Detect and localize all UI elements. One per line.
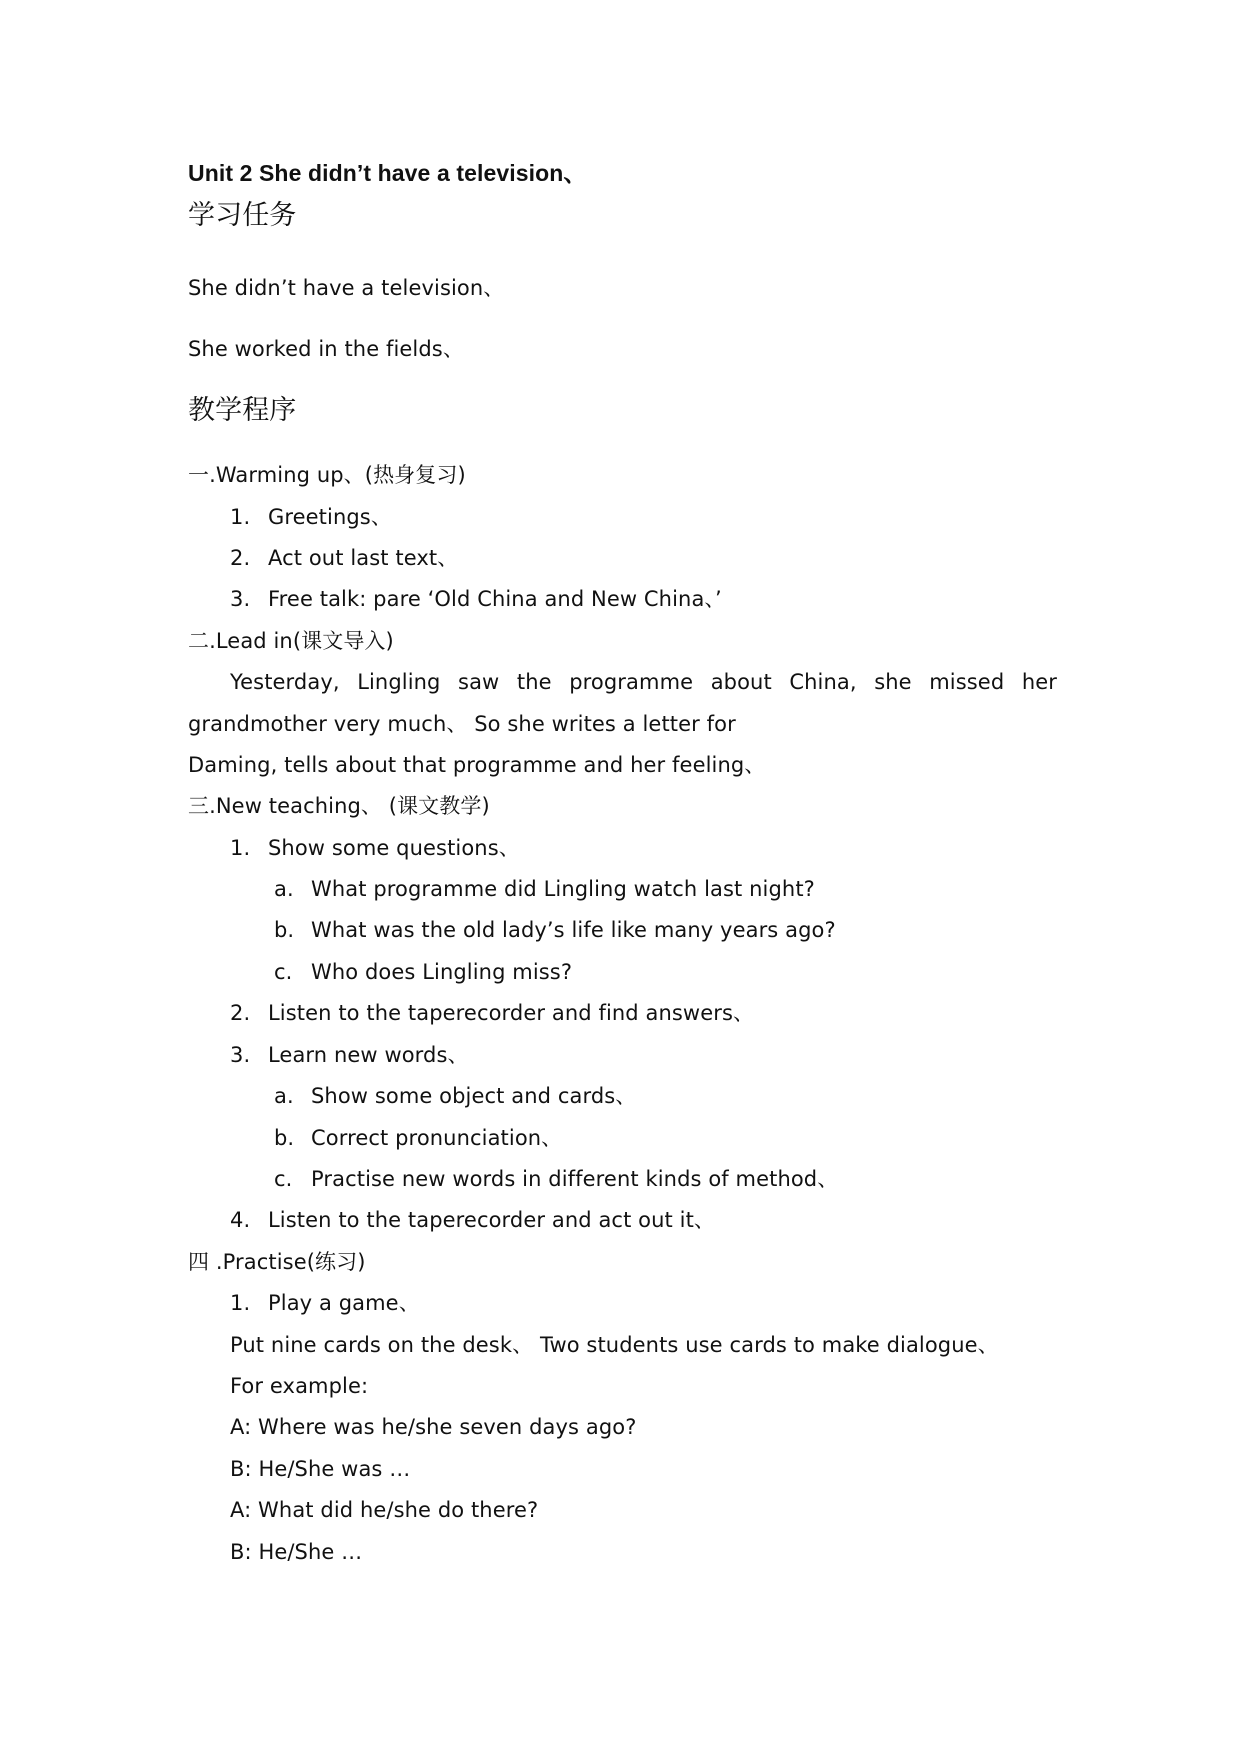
list-item <box>230 1205 715 1235</box>
sub-list-letter: c. <box>274 960 293 984</box>
sub-list-text: What programme did Lingling watch last night? <box>311 877 815 901</box>
list-item <box>230 833 520 863</box>
lead-in-paragraph-line: Yesterday, Lingling saw the programme about China, she missed her <box>230 670 1057 694</box>
task-line: She didn’t have a television、 <box>188 276 505 300</box>
sub-list-letter: c. <box>274 1167 293 1191</box>
sub-list-text: Who does Lingling miss? <box>311 960 573 984</box>
section-heading-tasks: 学习任务 <box>188 200 297 231</box>
list-number: 1. <box>230 1291 251 1315</box>
sub-list-item <box>274 915 836 945</box>
sub-list-item <box>274 874 815 904</box>
sub-list-text: Show some object and cards、 <box>311 1084 637 1108</box>
lead-in-paragraph-line: Daming, tells about that programme and her feeling、 <box>188 753 766 777</box>
sub-list-item <box>274 957 572 987</box>
list-item <box>230 1040 469 1070</box>
sub-list-text: Practise new words in different kinds of method、 <box>311 1167 839 1191</box>
list-item <box>230 998 754 1028</box>
list-item <box>230 584 722 614</box>
list-number: 4. <box>230 1208 251 1232</box>
list-item <box>230 502 392 532</box>
dialogue-line: A: What did he/she do there? <box>230 1498 539 1522</box>
practise-line: For example: <box>230 1374 369 1398</box>
part-heading-practise: 四 .Practise(练习) <box>188 1250 366 1274</box>
lead-in-paragraph-line: grandmother very much、 So she writes a letter for <box>188 712 736 736</box>
sub-list-item <box>274 1123 562 1153</box>
sub-list-letter: a. <box>274 1084 294 1108</box>
section-heading-procedure: 教学程序 <box>188 395 297 426</box>
dialogue-line: A: Where was he/she seven days ago? <box>230 1415 637 1439</box>
sub-list-letter: b. <box>274 918 295 942</box>
list-number: 1. <box>230 836 251 860</box>
list-number: 1. <box>230 505 251 529</box>
dialogue-line: B: He/She … <box>230 1540 363 1564</box>
task-line: She worked in the fields、 <box>188 337 464 361</box>
list-text: Show some questions、 <box>268 836 520 860</box>
part-heading-lead-in: 二.Lead in(课文导入) <box>188 629 394 653</box>
list-text: Free talk: pare ‘Old China and New China、’ <box>268 587 722 611</box>
practise-line: Put nine cards on the desk、 Two students use cards to make dialogue、 <box>230 1333 999 1357</box>
document-title: Unit 2 She didn’t have a television、 <box>188 160 587 186</box>
list-text: Play a game、 <box>268 1291 420 1315</box>
list-item <box>230 543 458 573</box>
part-heading-new-teaching: 三.New teaching、 (课文教学) <box>188 794 490 818</box>
list-number: 3. <box>230 1043 251 1067</box>
list-number: 2. <box>230 1001 251 1025</box>
sub-list-text: What was the old lady’s life like many years ago? <box>311 918 836 942</box>
part-heading-warming-up: 一.Warming up、(热身复习) <box>188 463 466 487</box>
list-text: Listen to the taperecorder and find answers、 <box>268 1001 755 1025</box>
list-text: Learn new words、 <box>268 1043 469 1067</box>
sub-list-letter: b. <box>274 1126 295 1150</box>
list-text: Act out last text、 <box>268 546 459 570</box>
dialogue-line: B: He/She was … <box>230 1457 411 1481</box>
list-text: Listen to the taperecorder and act out it、 <box>268 1208 716 1232</box>
list-number: 2. <box>230 546 251 570</box>
sub-list-letter: a. <box>274 877 294 901</box>
list-text: Greetings、 <box>268 505 392 529</box>
sub-list-item <box>274 1081 636 1111</box>
list-item <box>230 1288 420 1318</box>
sub-list-text: Correct pronunciation、 <box>311 1126 563 1150</box>
list-number: 3. <box>230 587 251 611</box>
sub-list-item <box>274 1164 838 1194</box>
